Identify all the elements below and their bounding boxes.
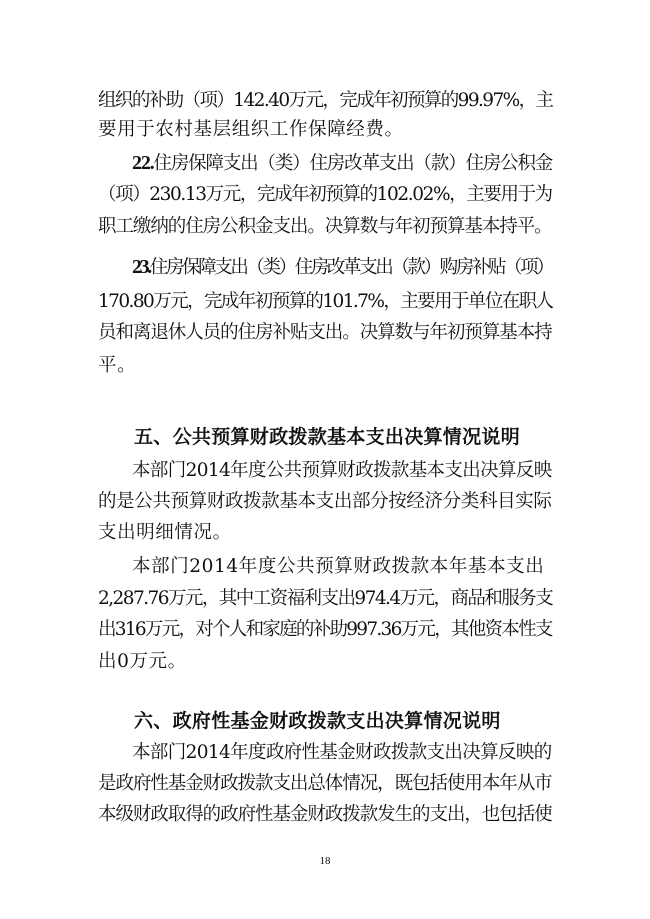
list-item-22 [132, 150, 552, 177]
body-line: 职工缴纳的住房公积金支出。决算数与年初预算基本持平。 [98, 216, 552, 237]
body-line: 的是公共预算财政拨款基本支出部分按经济分类科目实际 [98, 491, 552, 512]
body-line: 住房保障支出（类）住房改革支出（款）住房公积金 [153, 153, 553, 174]
body-line: 本级财政取得的政府性基金财政拨款发生的支出，也包括使 [98, 804, 552, 825]
list-item-23 [132, 254, 552, 281]
item-number: 23. [132, 256, 150, 278]
body-line: 要用于农村基层组织工作保障经费。 [98, 119, 404, 140]
body-line: 本部门2014年度公共预算财政拨款本年基本支出 [132, 556, 545, 577]
body-line: 170.80万元，完成年初预算的101.7%，主要用于单位在职人 [98, 291, 553, 312]
body-line: 住房保障支出（类）住房改革支出（款）购房补贴（项） [149, 257, 553, 278]
body-line: 本部门2014年度政府性基金财政拨款支出决算反映的 [132, 742, 552, 763]
body-line: 支出明细情况。 [98, 522, 232, 543]
body-line: （项）230.13万元，完成年初预算的102.02%，主要用于为 [98, 184, 552, 205]
item-number: 22. [132, 152, 154, 174]
body-line: 本部门2014年度公共预算财政拨款基本支出决算反映 [132, 460, 552, 481]
body-line: 组织的补助（项）142.40万元，完成年初预算的99.97%，主 [98, 90, 553, 111]
section-heading: 六、政府性基金财政拨款支出决算情况说明 [134, 710, 501, 732]
body-line: 出0万元。 [98, 651, 187, 672]
body-line: 员和离退休人员的住房补贴支出。决算数与年初预算基本持 [98, 322, 552, 343]
body-line: 是政府性基金财政拨款支出总体情况，既包括使用本年从市 [98, 773, 552, 794]
body-line: 出316万元，对个人和家庭的补助997.36万元，其他资本性支 [98, 619, 552, 640]
body-line: 2,287.76万元，其中工资福利支出974.4万元，商品和服务支 [98, 588, 553, 609]
page-number: 18 [319, 855, 331, 867]
section-heading: 五、公共预算财政拨款基本支出决算情况说明 [134, 426, 521, 448]
body-line: 平。 [98, 355, 137, 376]
